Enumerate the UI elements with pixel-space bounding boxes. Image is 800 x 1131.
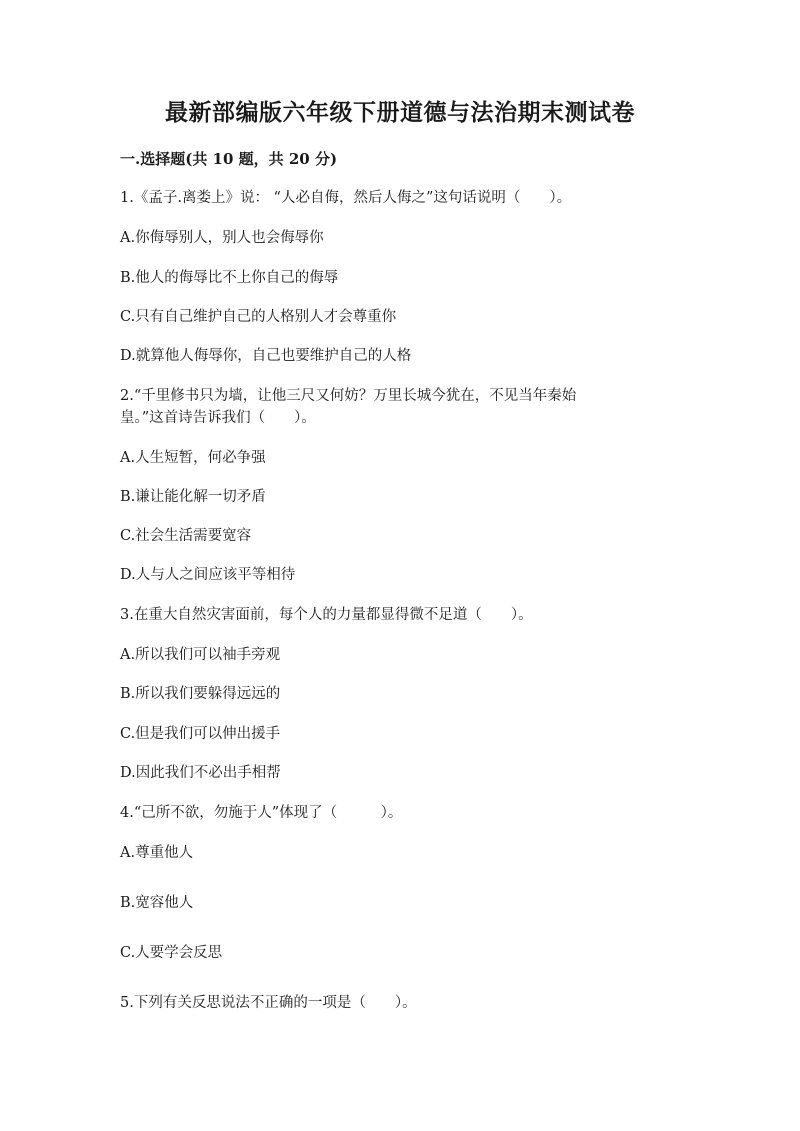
question-1-option-b: B.他人的侮辱比不上你自己的侮辱	[120, 270, 339, 286]
question-2-option-d: D.人与人之间应该平等相待	[120, 567, 296, 583]
question-4-option-a: A.尊重他人	[120, 845, 194, 861]
question-3-option-c: C.但是我们可以伸出援手	[120, 726, 281, 742]
question-1-option-c: C.只有自己维护自己的人格别人才会尊重你	[120, 309, 397, 325]
section-heading: 一.选择题(共 10 题，共 20 分)	[120, 150, 338, 168]
question-3-option-a: A.所以我们可以袖手旁观	[120, 647, 281, 663]
page-title: 最新部编版六年级下册道德与法治期末测试卷	[165, 99, 635, 126]
question-5-stem: 5.下列有关反思说法不正确的一项是（ ）。	[120, 995, 417, 1011]
question-1-option-a: A.你侮辱别人，别人也会侮辱你	[120, 230, 324, 246]
question-4-option-c: C.人要学会反思	[120, 945, 223, 961]
question-3-option-b: B.所以我们要躲得远远的	[120, 686, 281, 702]
question-3-option-d: D.因此我们不必出手相帮	[120, 765, 281, 781]
question-1-option-d: D.就算他人侮辱你，自己也要维护自己的人格	[120, 348, 412, 364]
question-2-option-b: B.谦让能化解一切矛盾	[120, 489, 266, 505]
question-2-stem-line-2: 皇。”这首诗告诉我们（ ）。	[120, 410, 316, 426]
question-4-option-b: B.宽容他人	[120, 895, 194, 911]
question-4-stem: 4.“己所不欲，勿施于人”体现了（ ）。	[120, 805, 403, 821]
question-3-stem: 3.在重大自然灾害面前，每个人的力量都显得微不足道（ ）。	[120, 607, 533, 623]
question-2-stem-line-1: 2.“千里修书只为墙，让他三尺又何妨？万里长城今犹在，不见当年秦始	[120, 388, 577, 404]
question-2-option-a: A.人生短暂，何必争强	[120, 450, 266, 466]
question-2-option-c: C.社会生活需要宽容	[120, 528, 252, 544]
question-1-stem: 1.《孟子.离娄上》说： “人必自侮，然后人侮之”这句话说明（ ）。	[120, 190, 572, 206]
